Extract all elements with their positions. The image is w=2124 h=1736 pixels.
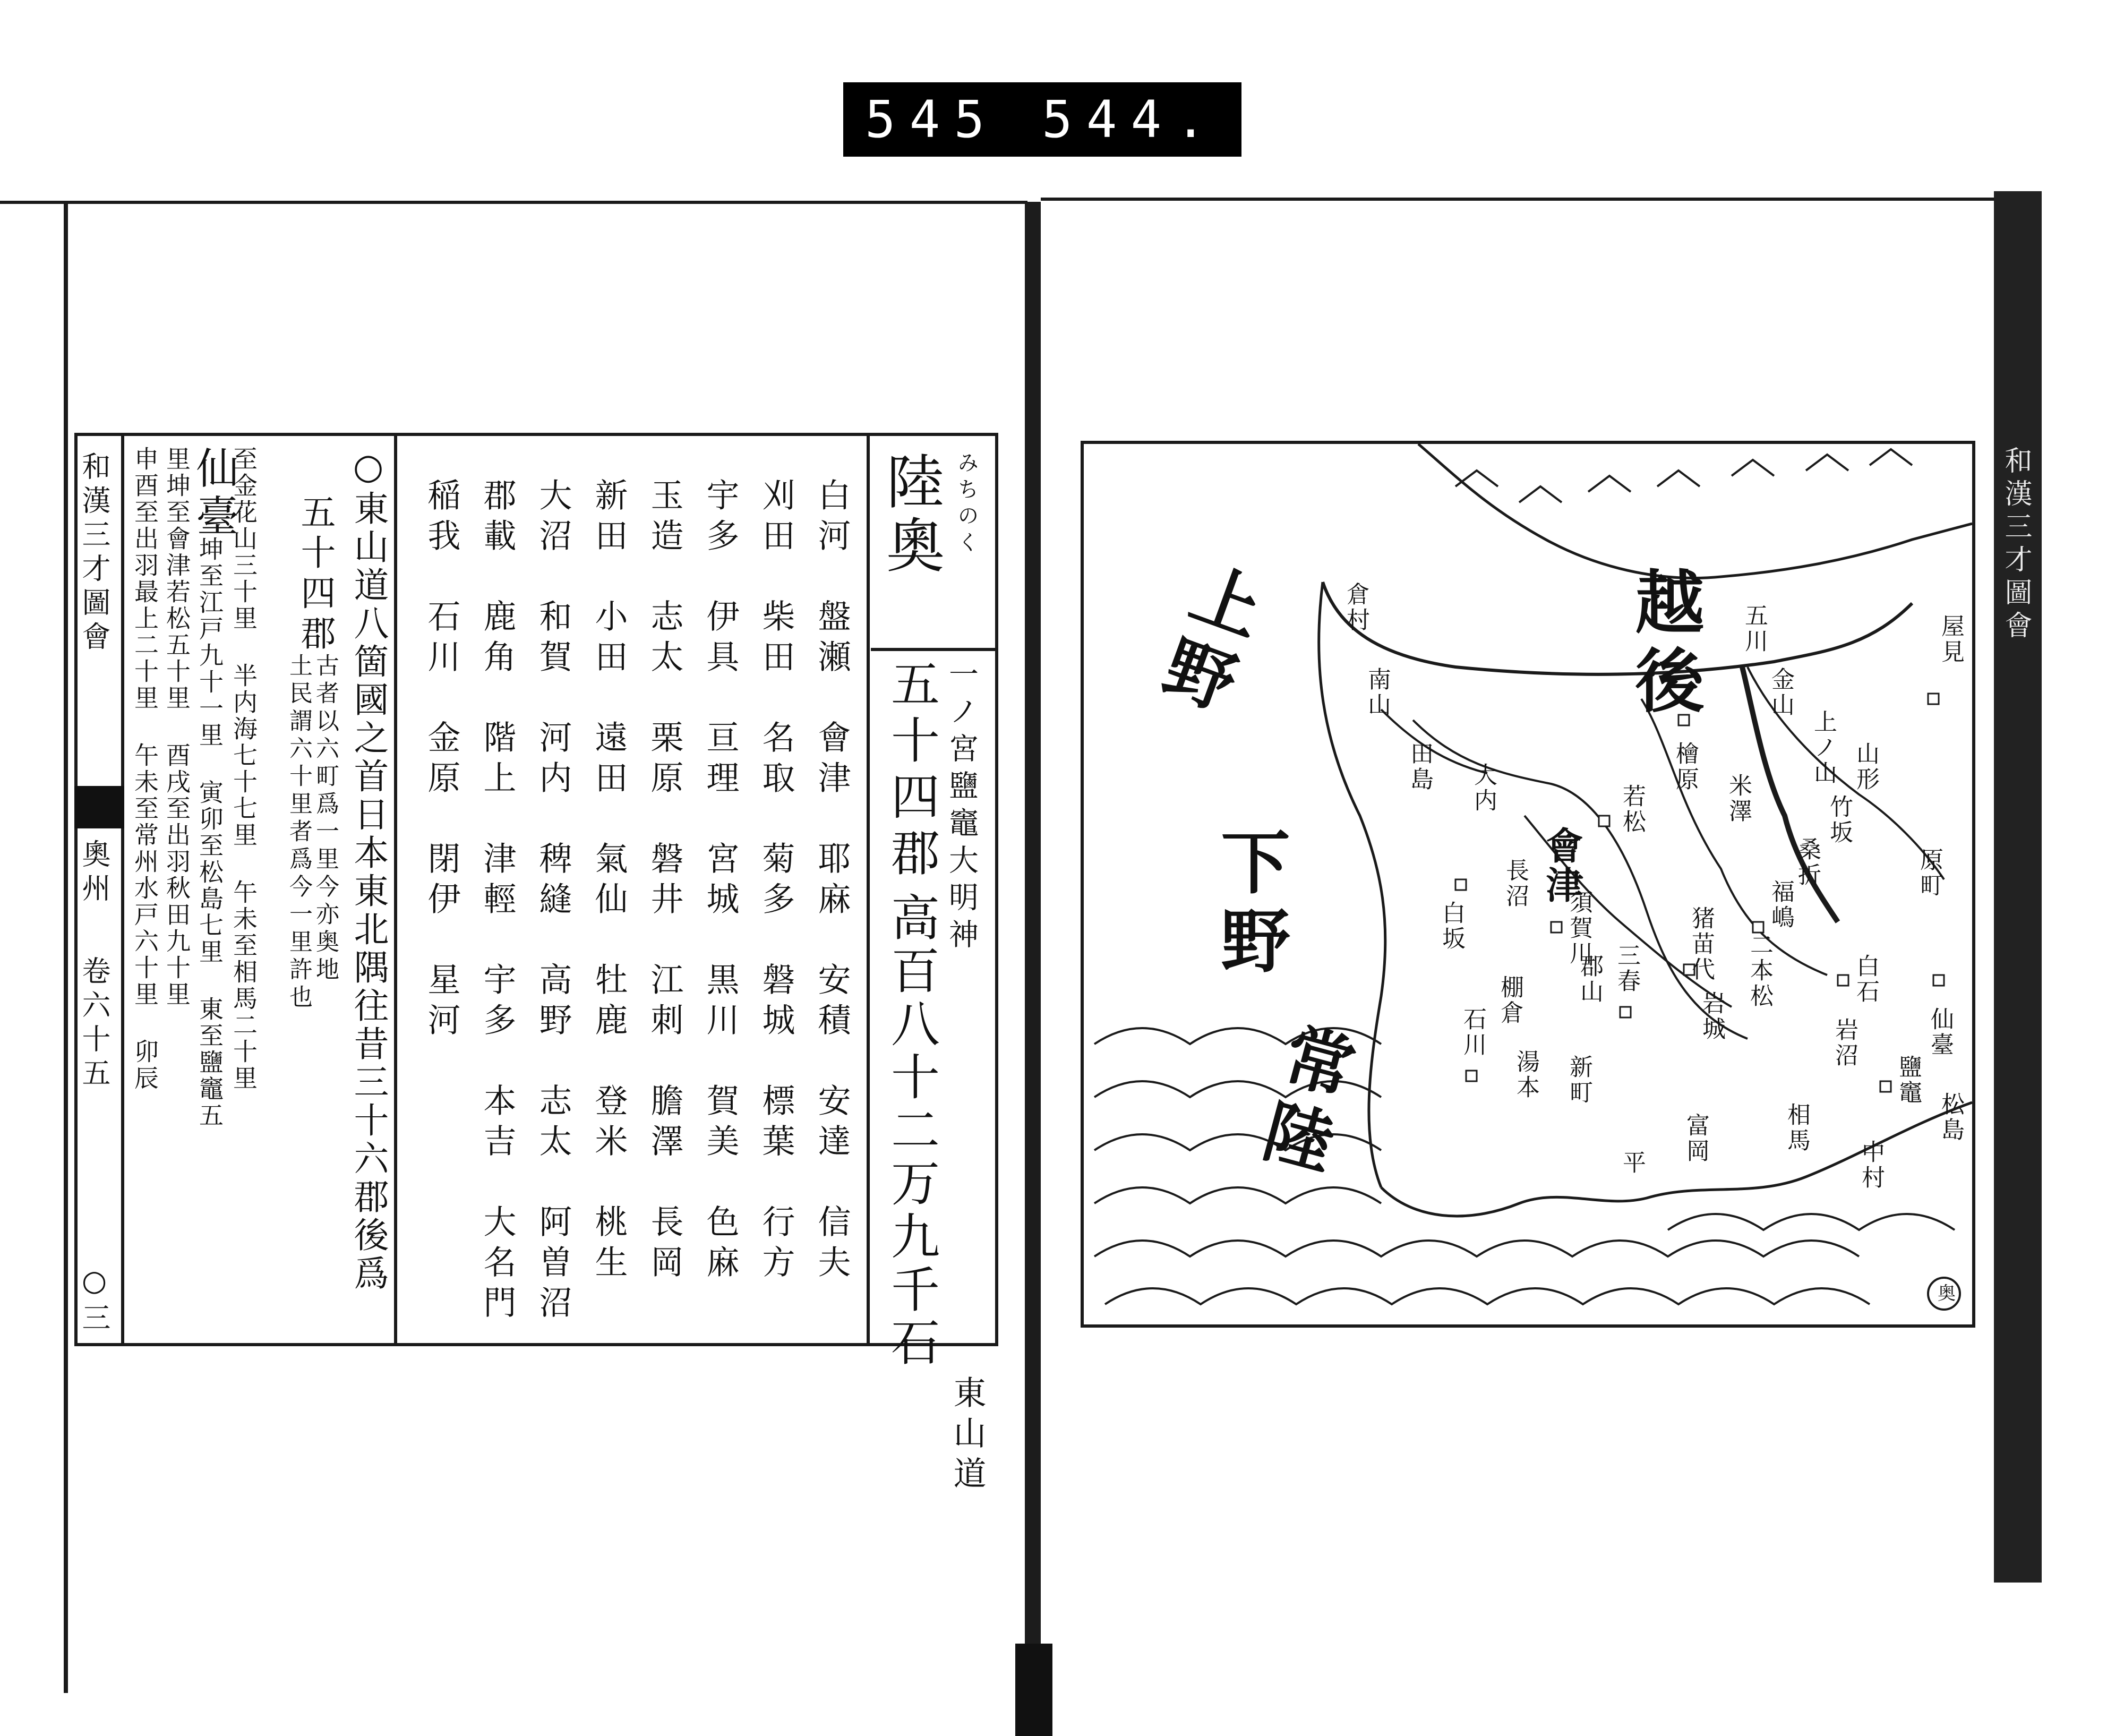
district-name: 磐城 — [757, 962, 795, 1043]
district-name: 白河 — [812, 478, 851, 559]
district-name: 信夫 — [812, 1204, 851, 1285]
district-name: 石川 — [422, 599, 461, 680]
place-naganuma: 長沼 — [1502, 858, 1529, 909]
district-name: 宇多 — [478, 962, 517, 1043]
district-name: 阿曽沼 — [534, 1204, 572, 1325]
sidebar-rule — [121, 436, 124, 1343]
district-name: 志太 — [534, 1083, 572, 1164]
rice-yield: 高百八十二万九千石 — [883, 892, 940, 1370]
right-page-edge — [1994, 191, 2042, 1583]
district-name: 稗縫 — [534, 841, 572, 922]
place-sukagawa: 須賀川 — [1565, 890, 1592, 967]
district-name: 伊具 — [701, 599, 740, 680]
district-name: 大名門 — [478, 1204, 517, 1325]
district-name: 膽澤 — [645, 1083, 684, 1164]
district-name: 名取 — [757, 720, 795, 801]
place-matsushima: 松島 — [1937, 1092, 1964, 1143]
district-column — [645, 478, 684, 1285]
district-name: 閉伊 — [422, 841, 461, 922]
place-hibara: 檜原 — [1672, 741, 1699, 792]
province-kozuke: 上野 — [1142, 551, 1273, 728]
place-kaneyama: 金山 — [1767, 667, 1794, 718]
place-kaminoyama: 上ノ山 — [1810, 709, 1837, 786]
place-nakamura: 中村 — [1857, 1140, 1885, 1191]
place-sendai: 仙臺 — [1926, 1007, 1954, 1058]
place-inawashiro: 猪苗代 — [1688, 906, 1715, 982]
district-name: 標葉 — [757, 1083, 795, 1164]
district-name: 賀美 — [701, 1083, 740, 1164]
district-name: 河内 — [534, 720, 572, 801]
note-line-3: 古者以六町爲一里今亦奥地 — [312, 653, 339, 985]
district-name: 菊多 — [757, 841, 795, 922]
sidebar-volume: 卷六十五 — [78, 956, 111, 1092]
place-iwaki: 岩城 — [1698, 991, 1725, 1042]
district-name: 盤瀬 — [812, 599, 851, 680]
place-tajima: 田島 — [1406, 741, 1433, 792]
place-yamagata: 山形 — [1852, 741, 1879, 792]
place-haramachi: 原町 — [1916, 848, 1943, 899]
place-iwanuma: 岩沼 — [1831, 1017, 1858, 1068]
place-kuramura: 倉村 — [1342, 582, 1369, 633]
district-name: 稲我 — [422, 478, 461, 559]
district-name: 鹿角 — [478, 599, 517, 680]
distances-heading: 仙臺 — [189, 446, 238, 542]
title-divider-rule — [867, 436, 870, 1343]
place-shiogama: 鹽竈 — [1895, 1055, 1922, 1106]
district-name: 宇多 — [701, 478, 740, 559]
district-name: 高野 — [534, 962, 572, 1043]
place-koriyama: 郡山 — [1576, 954, 1603, 1005]
district-name: 安達 — [812, 1083, 851, 1164]
province-hitachi: 常陸 — [1244, 1015, 1363, 1188]
district-name: 小田 — [589, 599, 628, 680]
district-name: 刈田 — [757, 478, 795, 559]
district-name: 行方 — [757, 1204, 795, 1285]
district-name: 遠田 — [589, 720, 628, 801]
district-column — [589, 478, 628, 1285]
distances-line-4: 至金花山三十里 半内海七十七里 午未至相馬二十里 — [229, 446, 258, 1092]
note-line-1: ○東山道八箇國之首日本東北隅往昔三十六郡後爲 — [348, 446, 389, 1293]
district-name: 安積 — [812, 962, 851, 1043]
district-column — [534, 478, 572, 1325]
place-shinmachi: 新町 — [1565, 1055, 1592, 1106]
district-count: 五十四郡 — [883, 659, 940, 884]
province-map — [1081, 441, 1975, 1328]
place-wakamatsu: 若松 — [1618, 784, 1646, 835]
right-running-head: 和漢三才圖會 — [2000, 446, 2032, 644]
sidebar-black-band — [74, 786, 124, 828]
district-name: 新田 — [589, 478, 628, 559]
note-divider-rule — [394, 436, 397, 1343]
district-column — [478, 478, 517, 1325]
district-name: 志太 — [645, 599, 684, 680]
district-name: 金原 — [422, 720, 461, 801]
distances-line-1: 坤至江戸九十一里 寅卯至松島七里 東至鹽竈五 — [195, 536, 224, 1129]
right-page-top-rule — [1041, 198, 1997, 201]
district-name: 和賀 — [534, 599, 572, 680]
district-column — [812, 478, 851, 1285]
place-shiroishi: 白石 — [1852, 954, 1879, 1005]
corner-mark: 奥 — [1938, 1283, 1956, 1304]
distances-line-3: 申酉至出羽最上二十里 午未至常州水戸六十里 卯辰 — [131, 446, 159, 1092]
district-name: 耶麻 — [812, 841, 851, 922]
shrine-name: 一ノ宮鹽竈大明神 — [944, 659, 979, 956]
district-name: 階上 — [478, 720, 517, 801]
district-name: 亘理 — [701, 720, 740, 801]
place-yonezawa: 米澤 — [1725, 773, 1752, 824]
district-name: 宮城 — [701, 841, 740, 922]
district-name: 會津 — [812, 720, 851, 801]
page-number-right: 544. — [1041, 90, 1220, 149]
district-name: 江刺 — [645, 962, 684, 1043]
district-name: 柴田 — [757, 599, 795, 680]
place-aizu: 會津 — [1540, 826, 1584, 905]
place-nihonmatsu: 二本松 — [1746, 933, 1773, 1009]
place-fukushima: 福嶋 — [1767, 879, 1794, 930]
province-reading: みちのく — [954, 451, 979, 558]
province-echigo: 越後 — [1624, 566, 1705, 723]
mountain-ridges — [1455, 449, 1912, 502]
left-page-top-rule — [0, 201, 1027, 204]
district-name: 玉造 — [645, 478, 684, 559]
place-yumoto: 湯本 — [1512, 1049, 1539, 1100]
road-name: 東山道 — [948, 1375, 987, 1496]
place-miharu: 三春 — [1613, 943, 1640, 994]
place-shirasaka: 白坂 — [1438, 901, 1465, 952]
district-name: 磐井 — [645, 841, 684, 922]
place-minamiyama: 南山 — [1364, 667, 1391, 718]
page-number-left: 545 — [864, 90, 999, 149]
district-name: 本吉 — [478, 1083, 517, 1164]
running-head: 和漢三才圖會 — [78, 451, 111, 655]
district-name: 津輕 — [478, 841, 517, 922]
district-name: 星河 — [422, 962, 461, 1043]
left-page-edge — [64, 201, 68, 1693]
spine-block — [1015, 1644, 1052, 1736]
province-shimotsuke: 下野 — [1210, 826, 1291, 984]
district-name: 桃生 — [589, 1204, 628, 1285]
sidebar-folio: ○三 — [78, 1264, 111, 1337]
place-tanagura: 棚倉 — [1496, 975, 1523, 1026]
echigo-coast-line — [1418, 444, 1972, 578]
district-table — [414, 478, 866, 1328]
district-name: 牡鹿 — [589, 962, 628, 1043]
place-taira: 平 — [1618, 1150, 1646, 1176]
title-header-rule — [871, 648, 996, 651]
place-itsukawa: 五川 — [1741, 603, 1768, 654]
sidebar-section: 奧州 — [78, 839, 111, 907]
place-ishikawa: 石川 — [1459, 1007, 1486, 1058]
district-column — [422, 478, 461, 1043]
note-line-2: 五十四郡 — [295, 494, 336, 655]
district-name: 黒川 — [701, 962, 740, 1043]
book-spine — [1025, 202, 1041, 1699]
district-name: 郡載 — [478, 478, 517, 559]
place-ouchi: 大内 — [1470, 763, 1497, 814]
place-tomioka: 富岡 — [1682, 1113, 1709, 1164]
district-name: 登米 — [589, 1083, 628, 1164]
district-name: 氣仙 — [589, 841, 628, 922]
distances-line-2: 里坤至會津若松五十里 酉戌至出羽秋田九十里 — [162, 446, 191, 1008]
note-line-4: 土民謂六十里者爲今一里許也 — [285, 653, 312, 1012]
district-name: 色麻 — [701, 1204, 740, 1285]
district-name: 長岡 — [645, 1204, 684, 1285]
district-column — [701, 478, 740, 1285]
district-name: 大沼 — [534, 478, 572, 559]
place-takesaka: 竹坂 — [1826, 794, 1853, 845]
place-kori: 桑折 — [1794, 837, 1821, 888]
place-soma: 相馬 — [1783, 1102, 1810, 1153]
province-title: 陸奧 — [877, 451, 945, 579]
page-number-stamp — [843, 82, 1241, 157]
place-okumi: 屋見 — [1937, 614, 1964, 665]
district-column — [757, 478, 795, 1285]
district-name: 栗原 — [645, 720, 684, 801]
